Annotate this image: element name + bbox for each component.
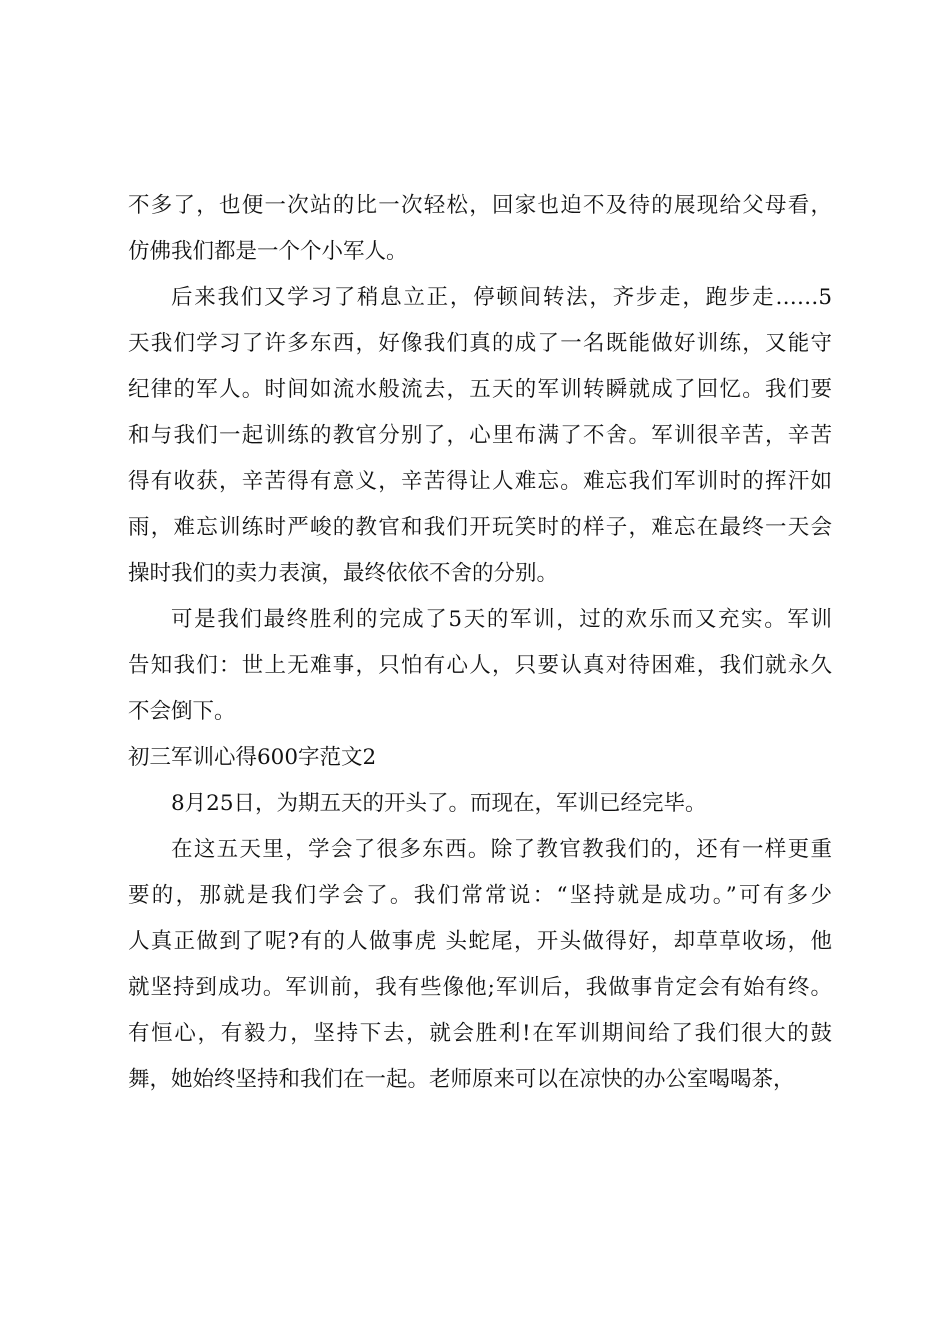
paragraph-line: 仿佛我们都是一个个小军人。 bbox=[128, 239, 408, 264]
paragraph-line: 天我们学习了许多东西，好像我们真的成了一名既能做好训练，又能守 bbox=[128, 331, 832, 356]
document-body bbox=[128, 183, 832, 1103]
paragraph-line: 纪律的军人。时间如流水般流去，五天的军训转瞬就成了回忆。我们要 bbox=[128, 377, 832, 402]
paragraph-line: 后来我们又学习了稍息立正，停顿间转法，齐步走，跑步走……5 bbox=[171, 285, 832, 310]
paragraph-line: 雨，难忘训练时严峻的教官和我们开玩笑时的样子，难忘在最终一天会 bbox=[128, 515, 832, 540]
paragraph-line: 不多了，也便一次站的比一次轻松，回家也迫不及待的展现给父母看， bbox=[128, 193, 832, 218]
paragraph-line: 操时我们的卖力表演，最终依依不舍的分别。 bbox=[128, 561, 559, 586]
paragraph-line: 8月25日，为期五天的开头了。而现在，军训已经完毕。 bbox=[171, 791, 707, 816]
paragraph-line: 在这五天里，学会了很多东西。除了教官教我们的，还有一样更重 bbox=[171, 837, 832, 862]
paragraph-line: 不会倒下。 bbox=[128, 699, 236, 724]
paragraph-line: 告知我们：世上无难事，只怕有心人，只要认真对待困难，我们就永久 bbox=[128, 653, 832, 678]
paragraph-line: 得有收获，辛苦得有意义，辛苦得让人难忘。难忘我们军训时的挥汗如 bbox=[128, 469, 832, 494]
paragraph-line: 人真正做到了呢?有的人做事虎 头蛇尾，开头做得好，却草草收场，他 bbox=[128, 929, 832, 954]
paragraph-line: 可是我们最终胜利的完成了5天的军训，过的欢乐而又充实。军训 bbox=[171, 607, 832, 632]
paragraph-line: 要的，那就是我们学会了。我们常常说：“坚持就是成功。”可有多少 bbox=[128, 883, 832, 908]
paragraph-line: 舞，她始终坚持和我们在一起。老师原来可以在凉快的办公室喝喝茶， bbox=[128, 1067, 795, 1092]
section-heading: 初三军训心得600字范文2 bbox=[128, 745, 377, 770]
paragraph-line: 有恒心，有毅力，坚持下去，就会胜利!在军训期间给了我们很大的鼓 bbox=[128, 1021, 832, 1046]
paragraph-line: 和与我们一起训练的教官分别了，心里布满了不舍。军训很辛苦，辛苦 bbox=[128, 423, 832, 448]
paragraph-line: 就坚持到成功。军训前，我有些像他;军训后，我做事肯定会有始有终。 bbox=[128, 975, 832, 1000]
